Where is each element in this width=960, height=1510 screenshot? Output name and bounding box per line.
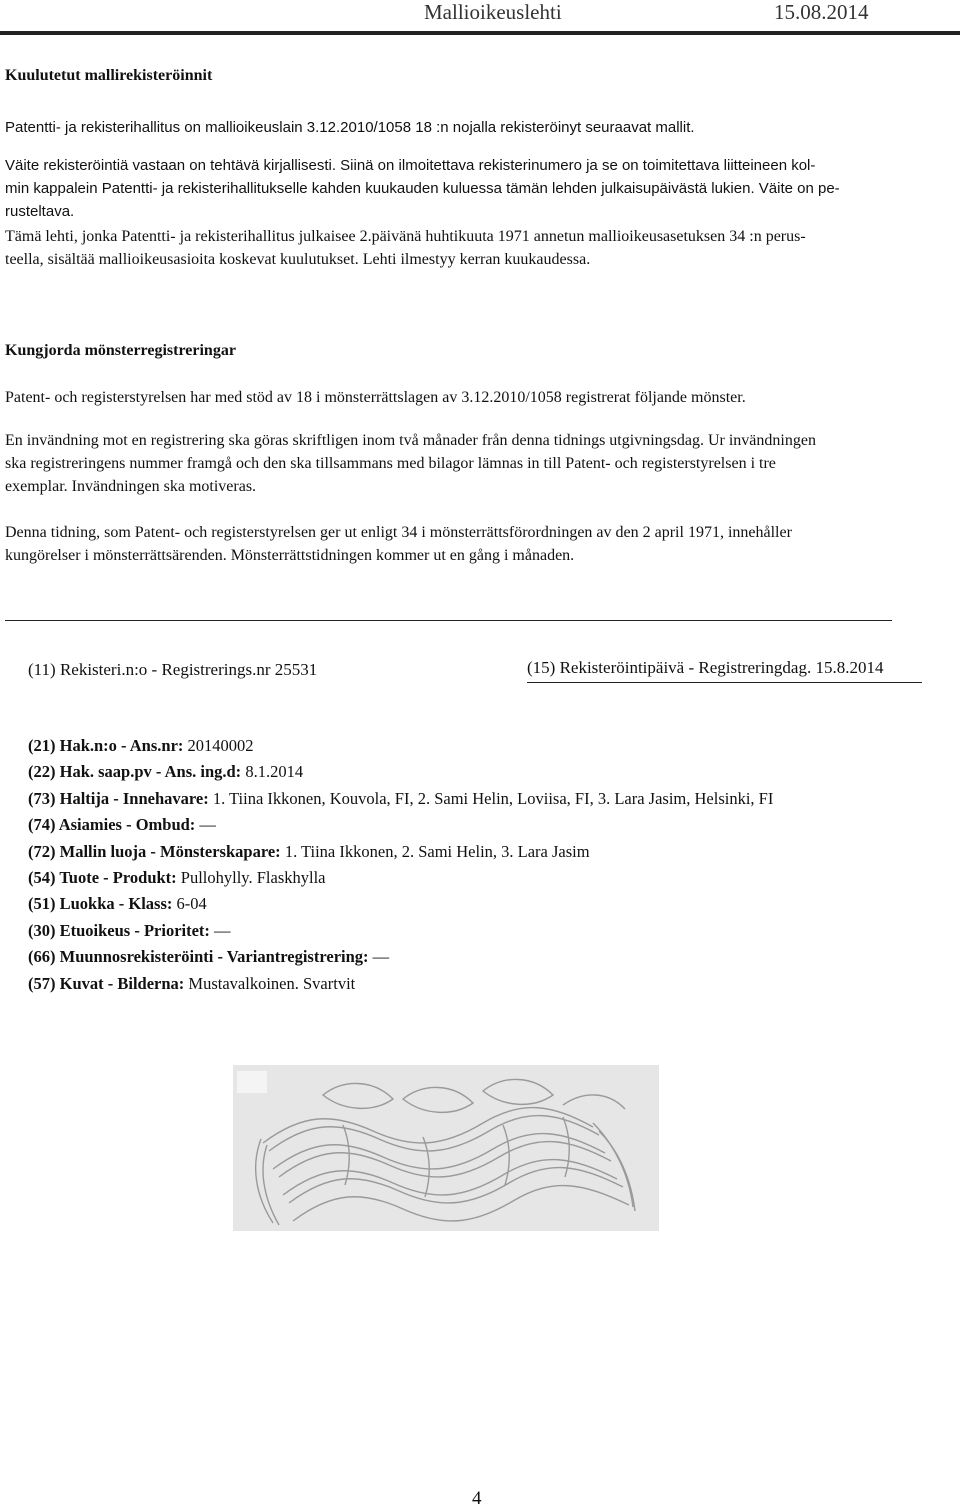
- field-product: [28, 865, 773, 891]
- sv-paragraph-2-line: ska registreringens nummer framgå och den ska tillsammans med bilagor lämnas in till Patent- och registerstyrelsen i tre: [5, 455, 776, 472]
- field-label: (72) Mallin luoja - Mönsterskapare:: [28, 841, 281, 861]
- field-value: 20140002: [183, 736, 254, 755]
- field-label: (22) Hak. saap.pv - Ans. ing.d:: [28, 762, 242, 782]
- field-application-number: [28, 733, 773, 759]
- registration-date: (15) Rekisteröintipäivä - Registreringdag. 15.8.2014: [527, 658, 884, 677]
- field-value: —: [368, 947, 390, 967]
- field-agent: [28, 812, 773, 838]
- registration-fields: [28, 733, 773, 997]
- header-rule: [0, 31, 960, 35]
- sv-paragraph-3: [5, 521, 955, 567]
- journal-title: Mallioikeuslehti: [424, 0, 562, 24]
- page-header: [0, 0, 960, 36]
- issue-date: 15.08.2014: [774, 0, 869, 24]
- field-holder: [28, 786, 773, 812]
- sv-paragraph-2: [5, 429, 955, 498]
- design-image-bottle-rack: [233, 1065, 659, 1231]
- sv-paragraph-3-line: Denna tidning, som Patent- och registerstyrelsen ger ut enligt 34 i mönsterrättsförordningen av den 2 april 1971, innehåller: [5, 524, 792, 541]
- field-filing-date: [28, 759, 773, 785]
- field-class: [28, 891, 773, 917]
- field-images: [28, 971, 773, 997]
- field-value: —: [209, 920, 231, 940]
- fi-paragraph-2-line: Väite rekisteröintiä vastaan on tehtävä kirjallisesti. Siinä on ilmoitettava rekisterinumero ja se on toimitettava liitteineen kol-: [5, 157, 816, 174]
- fi-paragraph-3: [5, 225, 955, 271]
- field-variant-registration: [28, 944, 773, 970]
- fi-paragraph-3-line: teella, sisältää mallioikeusasioita koskevat kuulutukset. Lehti ilmestyy kerran kuukaudessa.: [5, 251, 591, 268]
- sv-paragraph-1: Patent- och registerstyrelsen har med stöd av 18 i mönsterrättslagen av 3.12.2010/1058 registrerat följande mönster.: [5, 389, 746, 406]
- field-label: (74) Asiamies - Ombud:: [28, 815, 196, 835]
- sv-paragraph-2-line: En invändning mot en registrering ska göras skriftligen inom två månader från denna tidnings utgivningsdag. Ur invändningen: [5, 432, 816, 449]
- fi-heading: Kuulutetut mallirekisteröinnit: [5, 67, 213, 84]
- section-divider: [5, 620, 892, 621]
- sv-heading: Kungjorda mönsterregistreringar: [5, 342, 236, 359]
- field-label: (21) Hak.n:o - Ans.nr:: [28, 736, 184, 755]
- fi-paragraph-2: [5, 154, 955, 223]
- field-label: (51) Luokka - Klass:: [28, 894, 173, 914]
- field-value: 1. Tiina Ikkonen, Kouvola, FI, 2. Sami Helin, Loviisa, FI, 3. Lara Jasim, Helsinki, FI: [208, 788, 774, 808]
- field-value: Pullohylly. Flaskhylla: [176, 867, 326, 887]
- registration-date-underline: [527, 682, 922, 683]
- registration-number: (11) Rekisteri.n:o - Registrerings.nr 25531: [28, 660, 318, 679]
- field-value: 1. Tiina Ikkonen, 2. Sami Helin, 3. Lara Jasim: [280, 841, 590, 861]
- bottle-rack-drawing: [233, 1065, 659, 1231]
- fi-paragraph-2-line: min kappalein Patentti- ja rekisterihallitukselle kahden kuukauden kuluessa tämän lehden julkaisupäivästä lukien. Väite on pe-: [5, 180, 840, 197]
- field-priority: [28, 918, 773, 944]
- sv-paragraph-2-line: exemplar. Invändningen ska motiveras.: [5, 478, 257, 495]
- field-label: (73) Haltija - Innehavare:: [28, 788, 209, 808]
- field-label: (66) Muunnosrekisteröinti - Variantregistrering:: [28, 947, 369, 967]
- field-value: 8.1.2014: [241, 762, 304, 782]
- sv-paragraph-3-line: kungörelser i mönsterrättsärenden. Mönsterrättstidningen kommer ut en gång i månaden.: [5, 547, 575, 564]
- page-number: 4: [472, 1488, 482, 1509]
- fi-paragraph-2-line: rusteltava.: [5, 203, 75, 220]
- fi-paragraph-1: Patentti- ja rekisterihallitus on mallioikeuslain 3.12.2010/1058 18 :n nojalla rekisteröinyt seuraavat mallit.: [5, 119, 695, 136]
- field-label: (57) Kuvat - Bilderna:: [28, 973, 185, 993]
- field-label: (54) Tuote - Produkt:: [28, 867, 177, 887]
- field-value: —: [195, 815, 216, 835]
- field-label: (30) Etuoikeus - Prioritet:: [28, 920, 210, 940]
- field-value: 6-04: [172, 894, 207, 914]
- fi-paragraph-3-line: Tämä lehti, jonka Patentti- ja rekisterihallitus julkaisee 2.päivänä huhtikuuta 1971 annetun mallioikeusasetuksen 34 :n perus-: [5, 228, 806, 245]
- field-value: Mustavalkoinen. Svartvit: [184, 973, 356, 993]
- field-designer: [28, 839, 773, 865]
